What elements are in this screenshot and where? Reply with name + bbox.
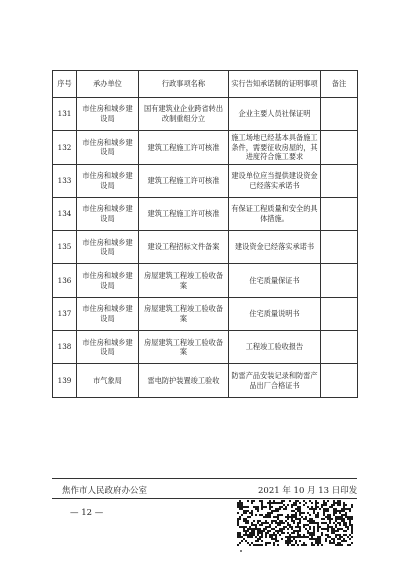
cell-unit: 市住房和城乡建设局 <box>77 197 139 230</box>
table-row <box>53 331 358 364</box>
cell-no: 137 <box>53 297 77 330</box>
issue-date: 2021 年 10 月 13 日印发 <box>258 486 358 496</box>
cell-item: 建筑工程施工许可核准 <box>139 164 229 197</box>
table-row <box>53 164 358 197</box>
cell-item: 建筑工程施工许可核准 <box>139 197 229 230</box>
cell-note <box>321 297 358 330</box>
table-header-row <box>53 71 358 98</box>
cell-note <box>321 98 358 131</box>
cell-item: 房屋建筑工程竣工验收备案 <box>139 264 229 297</box>
header-item: 行政事项名称 <box>139 71 229 98</box>
cell-proof: 建设资金已经落实承诺书 <box>229 231 321 264</box>
footer-top-rule <box>52 478 357 479</box>
page-number: — 12 — <box>70 508 104 518</box>
cell-note <box>321 364 358 397</box>
cell-unit: 市住房和城乡建设局 <box>77 131 139 164</box>
cell-item: 雷电防护装置竣工验收 <box>139 364 229 397</box>
cell-proof: 建设单位应当提供建设资金已经落实承诺书 <box>229 164 321 197</box>
header-note: 备注 <box>321 71 358 98</box>
cell-unit: 市住房和城乡建设局 <box>77 297 139 330</box>
table-row <box>53 98 358 131</box>
cell-note <box>321 231 358 264</box>
cell-no: 134 <box>53 197 77 230</box>
cell-no: 135 <box>53 231 77 264</box>
table-row <box>53 197 358 230</box>
cell-unit: 市住房和城乡建设局 <box>77 164 139 197</box>
cell-note <box>321 164 358 197</box>
qr-code-icon <box>237 500 353 546</box>
cell-item: 房屋建筑工程竣工验收备案 <box>139 331 229 364</box>
cell-no: 131 <box>53 98 77 131</box>
table-row <box>53 131 358 164</box>
cell-proof: 企业主要人员社保证明 <box>229 98 321 131</box>
cell-no: 133 <box>53 164 77 197</box>
cell-proof: 施工场地已经基本具备施工条件，需要征收房屋的，其进度符合施工要求 <box>229 131 321 164</box>
cell-no: 138 <box>53 331 77 364</box>
cell-unit: 市住房和城乡建设局 <box>77 331 139 364</box>
cell-proof: 住宅质量说明书 <box>229 297 321 330</box>
table-row <box>53 231 358 264</box>
scan-dot <box>240 550 242 552</box>
cell-proof: 工程竣工验收报告 <box>229 331 321 364</box>
cell-proof: 有保证工程质量和安全的具体措施。 <box>229 197 321 230</box>
table-row <box>53 364 358 397</box>
cell-unit: 市气象局 <box>77 364 139 397</box>
header-no: 序号 <box>53 71 77 98</box>
table-row <box>53 297 358 330</box>
certification-table <box>52 70 358 398</box>
header-proof: 实行告知承诺制的证明事项 <box>229 71 321 98</box>
cell-note <box>321 197 358 230</box>
cell-note <box>321 264 358 297</box>
cell-item: 建设工程招标文件备案 <box>139 231 229 264</box>
cell-unit: 市住房和城乡建设局 <box>77 231 139 264</box>
issuer-name: 焦作市人民政府办公室 <box>62 486 148 496</box>
header-unit: 承办单位 <box>77 71 139 98</box>
cell-item: 国有建筑业企业跨省转出改制重组分立 <box>139 98 229 131</box>
cell-note <box>321 331 358 364</box>
cell-no: 132 <box>53 131 77 164</box>
table-row <box>53 264 358 297</box>
cell-item: 房屋建筑工程竣工验收备案 <box>139 297 229 330</box>
cell-proof: 防雷产品安装记录和防雷产品出厂合格证书 <box>229 364 321 397</box>
cell-item: 建筑工程施工许可核准 <box>139 131 229 164</box>
cell-no: 139 <box>53 364 77 397</box>
footer-bottom-rule <box>52 498 357 499</box>
cell-note <box>321 131 358 164</box>
cell-unit: 市住房和城乡建设局 <box>77 98 139 131</box>
cell-no: 136 <box>53 264 77 297</box>
cell-unit: 市住房和城乡建设局 <box>77 264 139 297</box>
cell-proof: 住宅质量保证书 <box>229 264 321 297</box>
